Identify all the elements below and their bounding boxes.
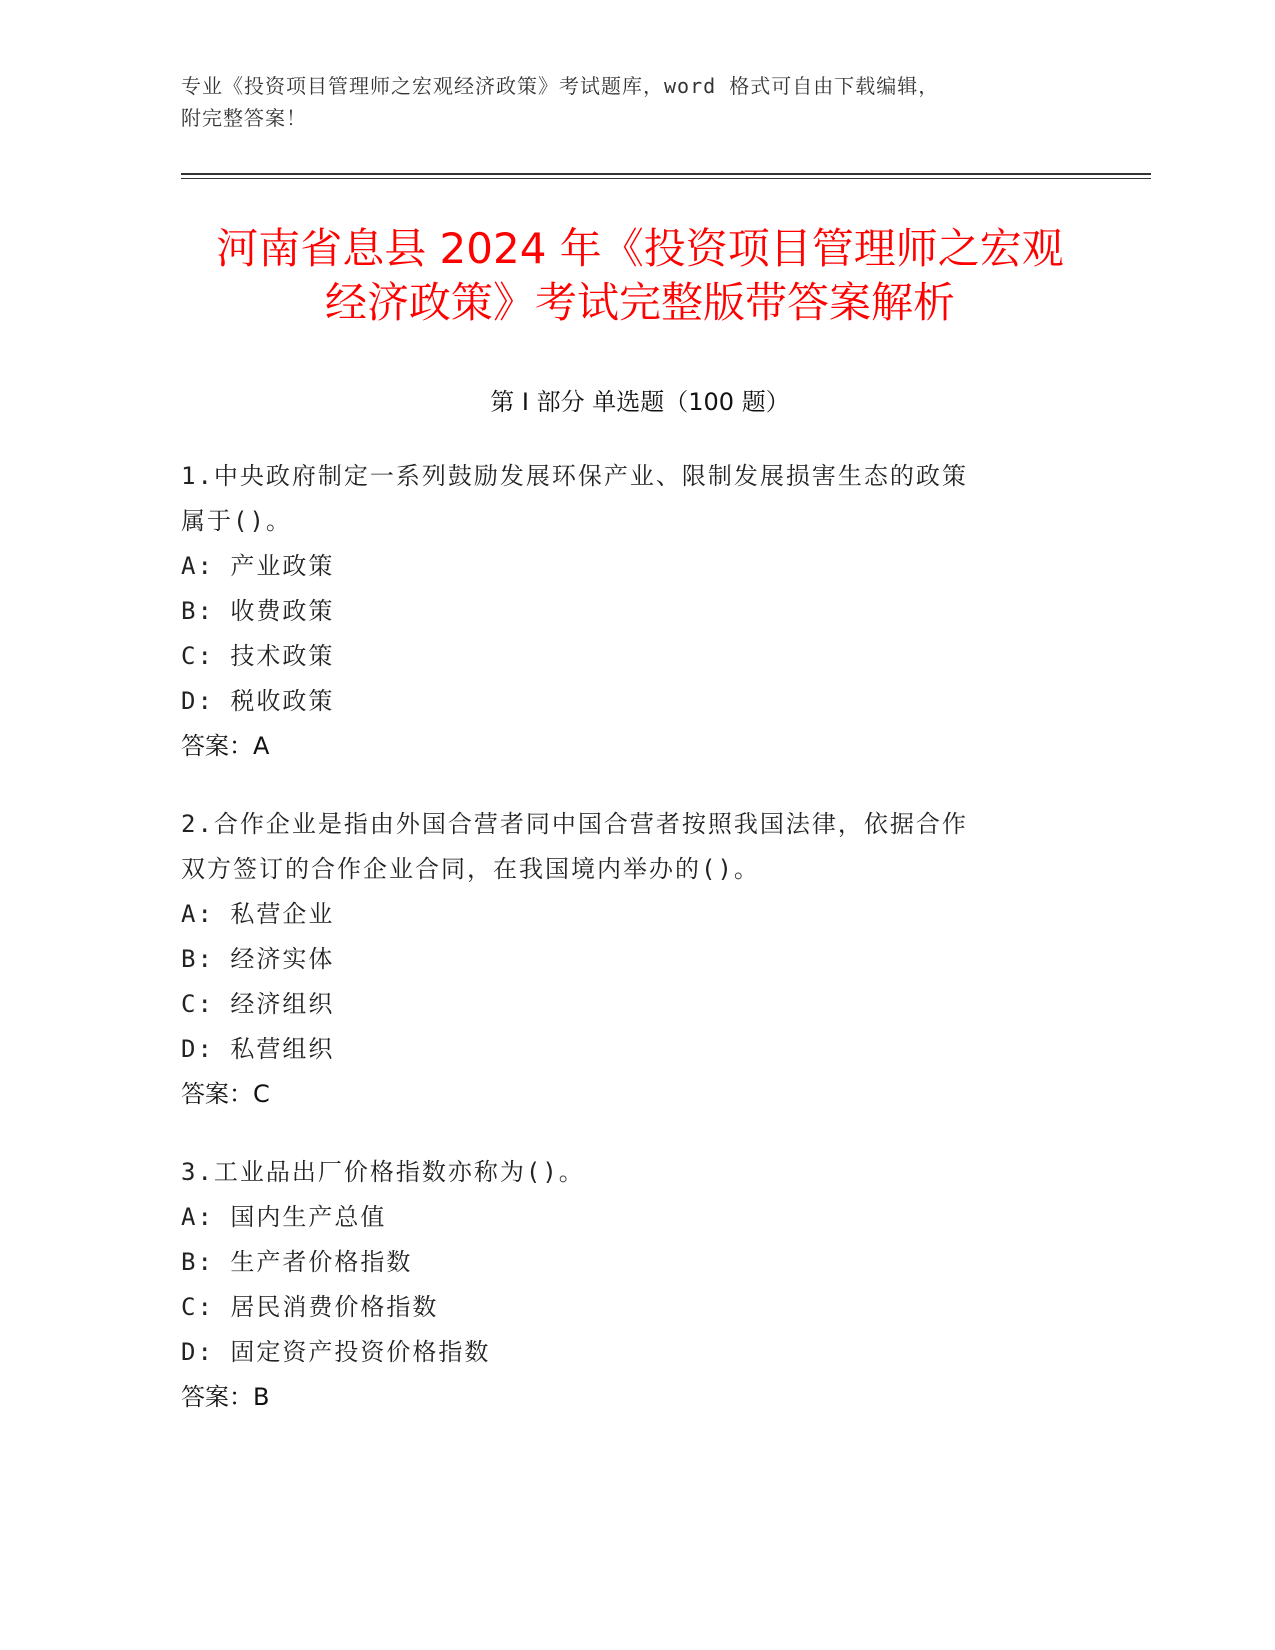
header-note-line-2: 附完整答案！ bbox=[181, 106, 307, 130]
option-c: C: 技术政策 bbox=[181, 642, 335, 670]
option-c: C: 经济组织 bbox=[181, 990, 335, 1018]
header-divider-thin bbox=[181, 178, 1151, 179]
option-a: A: 私营企业 bbox=[181, 900, 335, 928]
option-d: D: 私营组织 bbox=[181, 1035, 335, 1063]
header-note bbox=[181, 70, 1081, 134]
option-d: D: 固定资产投资价格指数 bbox=[181, 1338, 491, 1366]
question-stem-line: 属于()。 bbox=[181, 507, 292, 535]
option-b: B: 生产者价格指数 bbox=[181, 1248, 413, 1276]
option-b: B: 收费政策 bbox=[181, 597, 335, 625]
header-note-line-1: 专业《投资项目管理师之宏观经济政策》考试题库，word 格式可自由下载编辑， bbox=[181, 74, 940, 98]
question-2 bbox=[181, 802, 1061, 1117]
question-stem-line: 双方签订的合作企业合同，在我国境内举办的()。 bbox=[181, 855, 760, 883]
document-title-line-1: 河南省息县 2024 年《投资项目管理师之宏观 bbox=[216, 224, 1064, 273]
answer: 答案：A bbox=[181, 732, 270, 760]
option-a: A: 产业政策 bbox=[181, 552, 335, 580]
question-stem-line: 3.工业品出厂价格指数亦称为()。 bbox=[181, 1158, 585, 1186]
question-list bbox=[181, 454, 1061, 1453]
answer: 答案：C bbox=[181, 1080, 270, 1108]
header-divider-thick bbox=[181, 173, 1151, 175]
option-a: A: 国内生产总值 bbox=[181, 1203, 387, 1231]
option-d: D: 税收政策 bbox=[181, 687, 335, 715]
question-3 bbox=[181, 1150, 1061, 1420]
question-stem-line: 1.中央政府制定一系列鼓励发展环保产业、限制发展损害生态的政策 bbox=[181, 462, 968, 490]
question-1 bbox=[181, 454, 1061, 769]
question-stem-line: 2.合作企业是指由外国合营者同中国合营者按照我国法律，依据合作 bbox=[181, 810, 968, 838]
document-title-line-2: 经济政策》考试完整版带答案解析 bbox=[324, 278, 955, 327]
option-c: C: 居民消费价格指数 bbox=[181, 1293, 439, 1321]
answer: 答案：B bbox=[181, 1383, 270, 1411]
option-b: B: 经济实体 bbox=[181, 945, 335, 973]
section-heading: 第 I 部分 单选题（100 题） bbox=[490, 388, 790, 416]
document-title bbox=[140, 222, 1140, 330]
